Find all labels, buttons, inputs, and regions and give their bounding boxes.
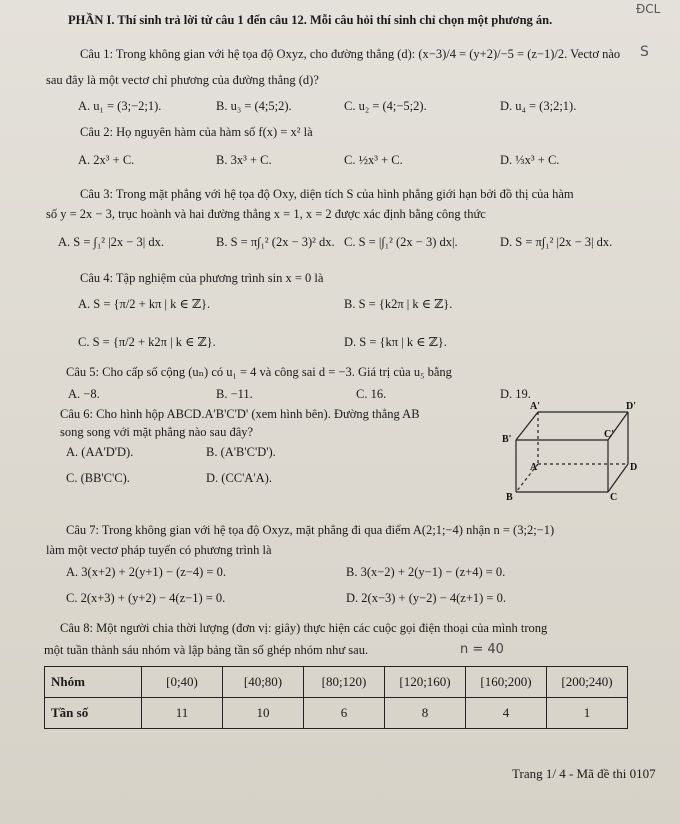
- q7-line1: Câu 7: Trong không gian với hệ tọa độ Oxyz, mặt phẳng đi qua điểm A(2;1;−4) nhận n = (3;2;−1): [66, 523, 555, 537]
- page-footer: Trang 1/ 4 - Mã đề thi 0107: [512, 766, 656, 781]
- q1-option-d: D. u₄ = (3;2;1).: [500, 99, 577, 113]
- q5-option-c: C. 16.: [356, 387, 387, 401]
- table-cell: 8: [385, 698, 466, 729]
- q2-option-b: B. 3x³ + C.: [216, 153, 272, 167]
- table-cell: [200;240): [547, 667, 628, 698]
- q6-option-b: B. (A'B'C'D').: [206, 445, 276, 459]
- q2-line1: Câu 2: Họ nguyên hàm của hàm số f(x) = x² là: [80, 125, 313, 139]
- q3-option-b: B. S = π∫₁² (2x − 3)² dx.: [216, 235, 335, 249]
- q5-option-b: B. −11.: [216, 387, 253, 401]
- margin-mark: S: [640, 44, 649, 60]
- q6-option-c: C. (BB'C'C).: [66, 471, 130, 485]
- q6-line2: song song với mặt phẳng nào sau đây?: [60, 425, 254, 439]
- label-d: D: [630, 462, 638, 473]
- table-row: [45, 698, 628, 729]
- q7-option-b: B. 3(x−2) + 2(y−1) − (z+4) = 0.: [346, 565, 506, 579]
- q1-option-b: B. u₃ = (4;5;2).: [216, 99, 292, 113]
- table-cell: 10: [223, 698, 304, 729]
- q2-option-c: C. ½x³ + C.: [344, 153, 403, 167]
- label-d-prime: D': [626, 401, 636, 412]
- q3-option-c: C. S = |∫₁² (2x − 3) dx|.: [344, 235, 458, 249]
- q6-line1: Câu 6: Cho hình hộp ABCD.A'B'C'D' (xem hình bên). Đường thẳng AB: [60, 407, 420, 421]
- q3-line1: Câu 3: Trong mặt phẳng với hệ tọa độ Oxy, diện tích S của hình phẳng giới hạn bởi đồ thị của hàm: [80, 187, 574, 201]
- table-cell: [120;160): [385, 667, 466, 698]
- q4-option-c: C. S = {π/2 + k2π | k ∈ ℤ}.: [78, 335, 216, 349]
- table-header-frequency: Tần số: [45, 698, 142, 729]
- q1-option-c: C. u₂ = (4;−5;2).: [344, 99, 427, 113]
- q5-option-d: D. 19.: [500, 387, 531, 401]
- q4-line1: Câu 4: Tập nghiệm của phương trình sin x = 0 là: [80, 271, 324, 285]
- q7-option-d: D. 2(x−3) + (y−2) − 4(z+1) = 0.: [346, 591, 506, 605]
- table-cell: [40;80): [223, 667, 304, 698]
- table-cell: [80;120): [304, 667, 385, 698]
- table-cell: 1: [547, 698, 628, 729]
- frequency-table: [44, 666, 628, 729]
- q7-line2: làm một vectơ pháp tuyến có phương trình là: [46, 543, 272, 557]
- parallelepiped-figure: [500, 400, 650, 504]
- q8-line2: một tuần thành sáu nhóm và lập bảng tần số ghép nhóm như sau.: [44, 643, 369, 657]
- table-cell: 11: [142, 698, 223, 729]
- q2-option-a: A. 2x³ + C.: [78, 153, 135, 167]
- q4-option-d: D. S = {kπ | k ∈ ℤ}.: [344, 335, 447, 349]
- q8-line1: Câu 8: Một người chia thời lượng (đơn vị: giây) thực hiện các cuộc gọi điện thoại của mình trong: [60, 621, 548, 635]
- q7-option-c: C. 2(x+3) + (y+2) − 4(z−1) = 0.: [66, 591, 226, 605]
- table-header-group: Nhóm: [45, 667, 142, 698]
- q4-option-b: B. S = {k2π | k ∈ ℤ}.: [344, 297, 453, 311]
- label-b-prime: B': [502, 434, 512, 445]
- q1-option-a: A. u₁ = (3;−2;1).: [78, 99, 162, 113]
- q7-option-a: A. 3(x+2) + 2(y+1) − (z−4) = 0.: [66, 565, 226, 579]
- table-cell: [160;200): [466, 667, 547, 698]
- q1-line1: Câu 1: Trong không gian với hệ tọa độ Oxyz, cho đường thẳng (d): (x−3)/4 = (y+2)/−5 = (z−1)/2. Vectơ nào: [80, 47, 621, 61]
- corner-note: ĐCL: [636, 2, 661, 16]
- label-c-prime: C': [604, 429, 614, 440]
- q3-option-a: A. S = ∫₁² |2x − 3| dx.: [58, 235, 164, 249]
- q3-line2: số y = 2x − 3, trục hoành và hai đường thẳng x = 1, x = 2 được xác định bằng công thức: [46, 207, 486, 221]
- section-header: PHẦN I. Thí sinh trả lời từ câu 1 đến câu 12. Mỗi câu hỏi thí sinh chỉ chọn một phương án.: [68, 13, 553, 27]
- table-cell: [0;40): [142, 667, 223, 698]
- label-a-prime: A': [530, 401, 540, 412]
- table-row: [45, 667, 628, 698]
- label-b: B: [506, 492, 513, 503]
- q8-handwritten-n: n = 40: [460, 642, 504, 657]
- q2-option-d: D. ⅓x³ + C.: [500, 153, 560, 167]
- q6-option-a: A. (AA'D'D).: [66, 445, 134, 459]
- q1-line2: sau đây là một vectơ chỉ phương của đường thẳng (d)?: [46, 73, 319, 87]
- q4-option-a: A. S = {π/2 + kπ | k ∈ ℤ}.: [78, 297, 211, 311]
- q5-line1: Câu 5: Cho cấp số cộng (uₙ) có u₁ = 4 và công sai d = −3. Giá trị của u₅ bằng: [66, 365, 452, 379]
- table-cell: 4: [466, 698, 547, 729]
- q5-option-a: A. −8.: [68, 387, 100, 401]
- q3-option-d: D. S = π∫₁² |2x − 3| dx.: [500, 235, 613, 249]
- label-c: C: [610, 492, 618, 503]
- table-cell: 6: [304, 698, 385, 729]
- label-a: A: [530, 462, 538, 473]
- q6-option-d: D. (CC'A'A).: [206, 471, 272, 485]
